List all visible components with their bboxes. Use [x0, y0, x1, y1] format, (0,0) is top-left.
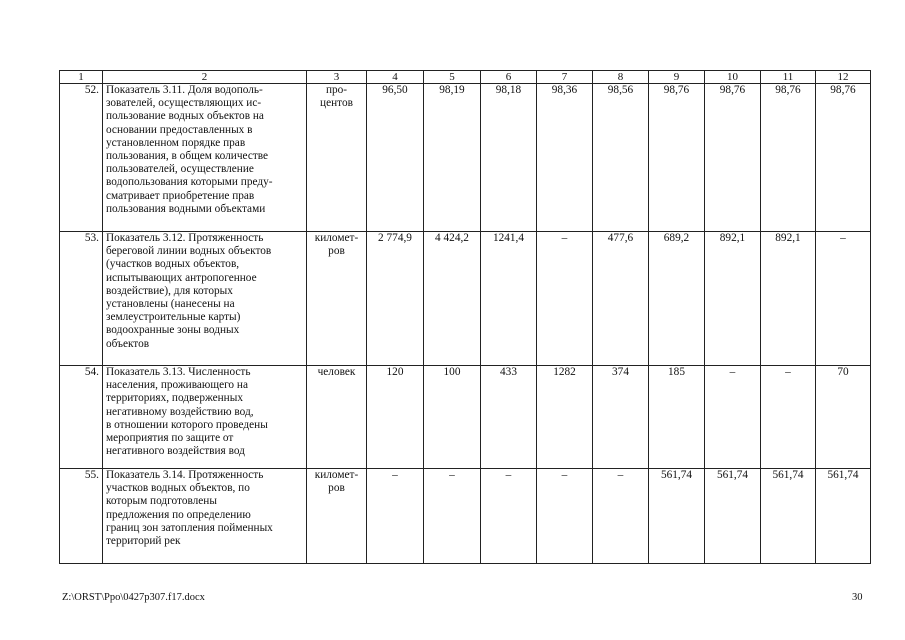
value-cell: – [481, 469, 537, 564]
description-line: сматривает приобретение прав [106, 189, 255, 202]
column-header: 10 [705, 71, 761, 84]
value-cell: 96,50 [367, 84, 424, 232]
value-cell: 98,56 [593, 84, 649, 232]
description-line: береговой линии водных объектов [106, 245, 272, 258]
value-cell: 892,1 [705, 232, 761, 366]
value-cell: 689,2 [649, 232, 705, 366]
value-cell: 2 774,9 [367, 232, 424, 366]
value-cell: 98,18 [481, 84, 537, 232]
indicator-description [103, 232, 307, 366]
column-header: 11 [761, 71, 816, 84]
indicator-description [103, 366, 307, 469]
description-line: территорий рек [106, 535, 181, 548]
value-cell: – [705, 366, 761, 469]
table-row [60, 366, 871, 469]
value-cell: 561,74 [705, 469, 761, 564]
value-cell: 433 [481, 366, 537, 469]
value-cell: 98,76 [649, 84, 705, 232]
value-cell: 98,76 [816, 84, 871, 232]
unit-line: километ- [314, 469, 359, 481]
description-line: (участков водных объектов, [106, 258, 240, 271]
unit-cell [307, 469, 367, 564]
description-line: зователей, осуществляющих ис- [106, 97, 262, 110]
value-cell: 561,74 [649, 469, 705, 564]
description-line: установлены (нанесены на [106, 298, 235, 311]
unit-line: километ- [314, 232, 359, 244]
value-cell: 4 424,2 [424, 232, 481, 366]
unit-line: человек [317, 366, 356, 378]
value-cell: 561,74 [761, 469, 816, 564]
description-line: водопользования которыми преду- [106, 176, 273, 189]
value-cell: 561,74 [816, 469, 871, 564]
description-line: границ зон затопления пойменных [106, 521, 273, 534]
value-cell: 98,76 [705, 84, 761, 232]
description-line: основании предоставленных в [106, 123, 253, 136]
description-line: пользования, в общем количестве [106, 150, 269, 163]
description-line: негативному воздействию вод, [106, 405, 254, 418]
unit-line: ров [328, 482, 345, 495]
header-row [60, 71, 871, 84]
value-cell: 374 [593, 366, 649, 469]
value-cell: – [367, 469, 424, 564]
row-number: 55. [60, 469, 103, 564]
value-cell: 892,1 [761, 232, 816, 366]
description-line: предложения по определению [106, 508, 251, 521]
table-row [60, 84, 871, 232]
value-cell: 1282 [537, 366, 593, 469]
unit-cell [307, 84, 367, 232]
column-header: 5 [424, 71, 481, 84]
description-line: которым подготовлены [106, 495, 217, 508]
column-header: 1 [60, 71, 103, 84]
description-line: пользователей, осуществление [106, 163, 254, 176]
column-header: 3 [307, 71, 367, 84]
description-line: в отношении которого проведены [106, 418, 268, 431]
description-line: пользование водных объектов на [106, 110, 264, 123]
column-header: 9 [649, 71, 705, 84]
description-line: испытывающих антропогенное [106, 271, 257, 284]
value-cell: 185 [649, 366, 705, 469]
description-line: Показатель 3.12. Протяженность [106, 232, 264, 244]
value-cell: – [816, 232, 871, 366]
description-line: Показатель 3.11. Доля водополь- [106, 84, 263, 96]
description-line: воздействие), для которых [106, 284, 233, 297]
column-header: 4 [367, 71, 424, 84]
indicator-table [59, 70, 871, 564]
value-cell: 98,36 [537, 84, 593, 232]
file-path: Z:\ORST\Ppo\0427p307.f17.docx [62, 592, 205, 603]
value-cell: 477,6 [593, 232, 649, 366]
unit-line: центов [320, 97, 353, 110]
value-cell: – [761, 366, 816, 469]
page-number: 30 [852, 592, 863, 603]
value-cell: – [593, 469, 649, 564]
row-number: 53. [60, 232, 103, 366]
description-line: землеустроительные карты) [106, 311, 241, 324]
value-cell: 98,76 [761, 84, 816, 232]
unit-line: про- [325, 84, 348, 96]
row-number: 54. [60, 366, 103, 469]
indicator-description [103, 469, 307, 564]
value-cell: – [424, 469, 481, 564]
description-line: Показатель 3.13. Численность [106, 366, 251, 378]
value-cell: 120 [367, 366, 424, 469]
description-line: установленном порядке прав [106, 136, 246, 149]
column-header: 6 [481, 71, 537, 84]
unit-line: ров [328, 245, 345, 258]
column-header: 12 [816, 71, 871, 84]
value-cell: – [537, 232, 593, 366]
description-line: водоохранные зоны водных [106, 324, 240, 337]
value-cell: 98,19 [424, 84, 481, 232]
description-line: Показатель 3.14. Протяженность [106, 469, 264, 481]
description-line: территориях, подверженных [106, 392, 243, 405]
column-header: 7 [537, 71, 593, 84]
description-line: мероприятия по защите от [106, 432, 234, 445]
description-line: населения, проживающего на [106, 379, 248, 392]
unit-cell [307, 232, 367, 366]
description-line: участков водных объектов, по [106, 482, 250, 495]
value-cell: 1241,4 [481, 232, 537, 366]
table-row [60, 232, 871, 366]
description-line: объектов [106, 337, 150, 350]
column-header: 8 [593, 71, 649, 84]
value-cell: 100 [424, 366, 481, 469]
table-row [60, 469, 871, 564]
indicator-description [103, 84, 307, 232]
row-number: 52. [60, 84, 103, 232]
unit-cell [307, 366, 367, 469]
value-cell: 70 [816, 366, 871, 469]
description-line: негативного воздействия вод [106, 445, 245, 458]
description-line: пользования водными объектами [106, 202, 266, 215]
value-cell: – [537, 469, 593, 564]
column-header: 2 [103, 71, 307, 84]
